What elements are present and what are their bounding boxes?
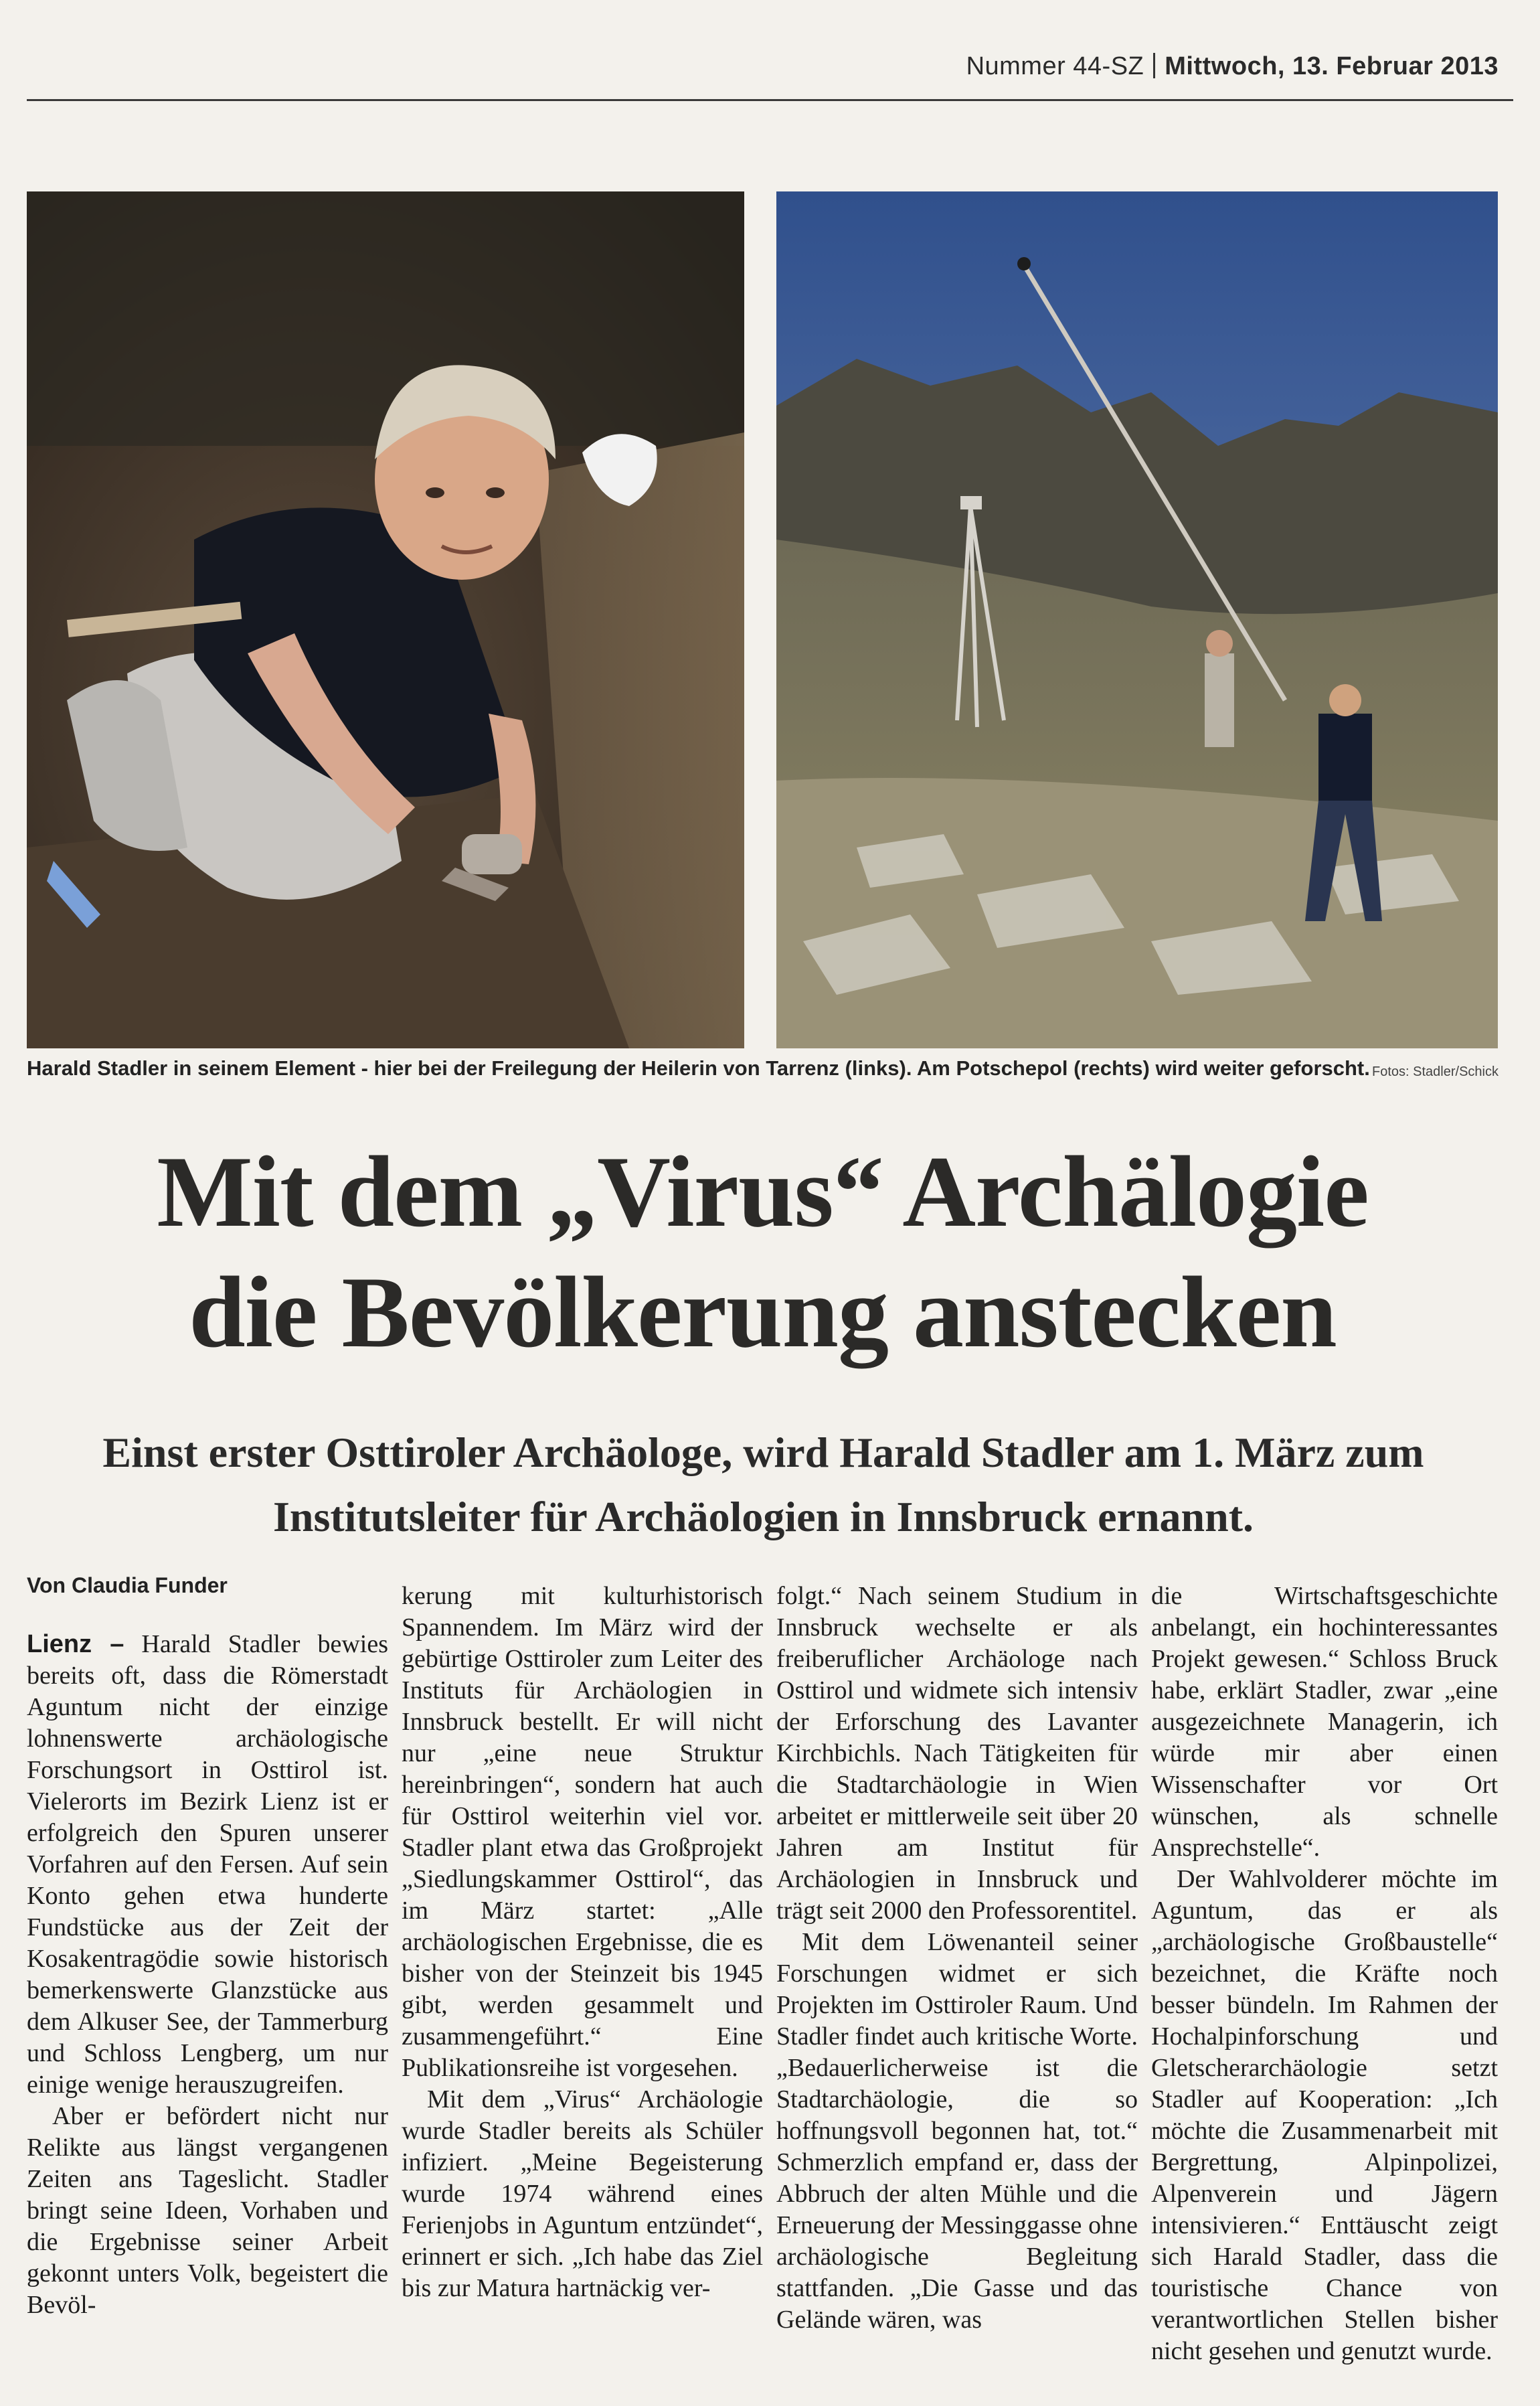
dateline: Lienz –: [27, 1630, 124, 1658]
paragraph-text: Harald Stadler bewies bereits oft, dass die Römerstadt Aguntum nicht der einzige lohnenswerte archäologische Forschungsort in Osttirol ist. Vielerorts im Bezirk Lienz ist er erfolgreich den Spuren unserer Vorfahren auf den Fersen. Auf sein Konto gehen etwa hunderte Fundstücke aus der Zeit der Kosakentragödie sowie historisch bemerkenswerte Glanzstücke aus dem Alkuser See, der Tammerburg und Schloss Lengberg, um nur einige wenige herauszugreifen.: [27, 1630, 388, 2099]
subheadline-line-1: Einst erster Osttiroler Archäologe, wird Harald Stadler am 1. März zum: [102, 1429, 1424, 1476]
article-paragraph: [27, 1629, 388, 2101]
header-separator: [1153, 53, 1155, 78]
headline: [27, 1131, 1499, 1372]
article-paragraph: Der Wahlvolderer möchte im Aguntum, das er als „archäologische Großbaustelle“ bezeichnet, die Kräfte noch besser bündeln. Im Rahmen der Hochalpinforschung und Gletscherarchäologie setzt Stadler auf Kooperation: „Ich möchte die Zusammenarbeit mit Bergrettung, Alpinpolizei, Alpenverein und Jägern intensivieren.“ Enttäuscht zeigt sich Harald Stadler, dass die touristische Chance von verantwortlichen Stellen bisher nicht gesehen und genutzt wurde.: [1151, 1865, 1498, 2365]
issue-number: Nummer 44-SZ: [966, 52, 1144, 80]
article-paragraph: folgt.“ Nach seinem Studium in Innsbruck wechselte er als freiberuflicher Archäologe nach Osttirol und widmete sich intensiv der Erforschung des Lavanter Kirchbichls. Nach Tätigkeiten für die Stadtarchäologie in Wien arbeitet er mittlerweile seit über 20 Jahren am Institut für Archäologien in Innsbruck und trägt seit 2000 den Professorentitel.: [776, 1582, 1138, 1925]
photo-potschepol: [776, 191, 1498, 1048]
subheadline: [67, 1421, 1460, 1549]
issue-header: [966, 52, 1499, 81]
headline-line-2: die Bevölkerung anstecken: [189, 1256, 1337, 1368]
article-paragraph: Aber er befördert nicht nur Relikte aus längst vergangenen Zeiten ans Tageslicht. Stadler bringt seine Ideen, Vorhaben und die Ergebnisse seiner Arbeit gekonnt unters Volk, begeistert die Bevöl-: [27, 2102, 388, 2319]
caption-text: Harald Stadler in seinem Element - hier bei der Freilegung der Heilerin von Tarrenz (links). Am Potschepol (rechts) wird weiter geforscht.: [27, 1056, 1370, 1080]
article-column-1: [27, 1629, 388, 2321]
article-column-3: [776, 1581, 1138, 2336]
header-rule: [27, 99, 1513, 101]
byline: Von Claudia Funder: [27, 1573, 228, 1597]
article-paragraph: die Wirtschaftsgeschichte anbelangt, ein hochinteressantes Projekt gewesen.“ Schloss Bruck habe, erklärt Stadler, zwar „eine ausgezeichnete Managerin, ich würde mir aber einen Wissenschafter vor Ort wünschen, als schnelle Ansprechstelle“.: [1151, 1582, 1498, 1862]
article-paragraph: Mit dem „Virus“ Archäologie wurde Stadler bereits als Schüler infiziert. „Meine Begeisterung wurde 1974 während eines Ferienjobs in Aguntum entzündet“, erinnert er sich. „Ich habe das Ziel bis zur Matura hartnäckig ver-: [402, 2085, 763, 2302]
headline-line-1: Mit dem „Virus“ Archälogie: [157, 1135, 1369, 1248]
article-column-2: [402, 1581, 763, 2304]
potschepol-photo-image: [776, 191, 1498, 1048]
excavation-photo-image: [27, 191, 744, 1048]
issue-date: Mittwoch, 13. Februar 2013: [1165, 52, 1499, 80]
subheadline-line-2: Institutsleiter für Archäologien in Innsbruck ernannt.: [272, 1493, 1254, 1540]
article-paragraph: Mit dem Löwenanteil seiner Forschungen widmet er sich Projekten im Osttiroler Raum. Und Stadler findet auch kritische Worte. „Bedauerlicherweise ist die Stadtarchäologie, die so hoffnungsvoll begonnen hat, tot.“ Schmerzlich empfand er, dass der Abbruch der alten Mühle und die Erneuerung der Messinggasse ohne archäologische Begleitung stattfanden. „Die Gasse und das Gelände wären, was: [776, 1928, 1138, 2334]
article-column-4: [1151, 1581, 1498, 2367]
photo-caption: [27, 1056, 1499, 1094]
photo-excavation: [27, 191, 744, 1048]
article-paragraph: kerung mit kulturhistorisch Spannendem. Im März wird der gebürtige Osttiroler zum Leiter des Instituts für Archäologien in Innsbruck bestellt. Er will nicht nur „eine neue Struktur hereinbringen“, sondern hat auch für Osttirol weiterhin viel vor. Stadler plant etwa das Großprojekt „Siedlungskammer Osttirol“, das im März startet: „Alle archäologischen Ergebnisse, die es bisher von der Steinzeit bis 1945 gibt, werden gesammelt und zusammengeführt.“ Eine Publikationsreihe ist vorgesehen.: [402, 1582, 763, 2082]
photo-credit: Fotos: Stadler/Schick: [1372, 1064, 1499, 1079]
